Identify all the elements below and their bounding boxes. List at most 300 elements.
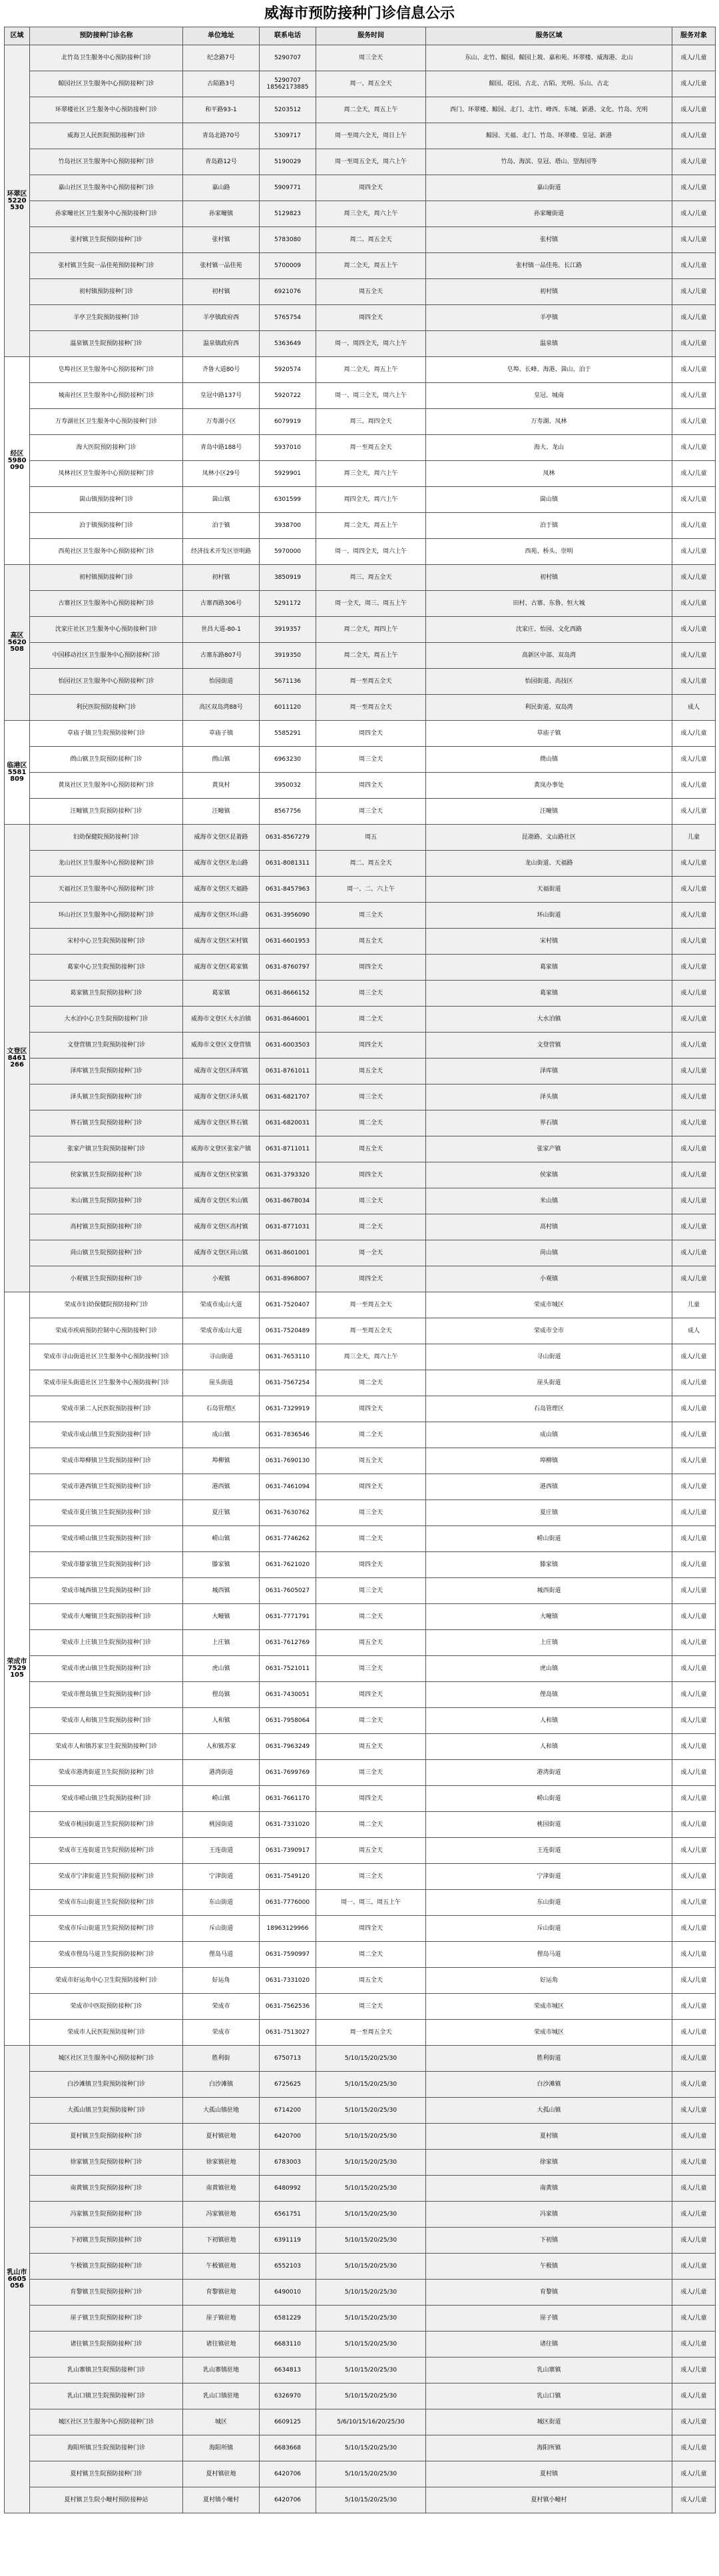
address-cell: 午极镇驻地 xyxy=(183,2254,260,2280)
service-time-cell: 周一至周五全天 xyxy=(316,2020,426,2046)
service-target-cell: 成人 xyxy=(672,1318,716,1344)
clinic-name-cell: 北竹岛卫生服务中心预防接种门诊 xyxy=(30,45,183,71)
address-cell: 蔄山镇 xyxy=(183,747,260,773)
service-target-cell: 成人/儿童 xyxy=(672,2202,716,2228)
clinic-name-cell: 荣成市港西镇卫生院预防接种门诊 xyxy=(30,1474,183,1500)
service-time-cell: 周三全天 xyxy=(316,45,426,71)
table-row xyxy=(5,1136,716,1162)
header-clinic-name: 预防接种门诊名称 xyxy=(30,27,183,45)
table-row xyxy=(5,97,716,123)
address-cell: 威海市文登区米山镇 xyxy=(183,1188,260,1214)
table-body xyxy=(5,45,716,2513)
address-cell: 威海市文登区泽库镇 xyxy=(183,1059,260,1084)
table-row xyxy=(5,1786,716,1812)
phone-cell: 5909771 xyxy=(260,175,316,201)
service-time-cell: 周一全天 xyxy=(316,1240,426,1266)
table-row xyxy=(5,2228,716,2254)
clinic-name-cell: 环山社区卫生服务中心预防接种门诊 xyxy=(30,903,183,929)
phone-cell: 6634813 xyxy=(260,2358,316,2383)
service-time-cell: 周五全天 xyxy=(316,1059,426,1084)
phone-cell: 0631-6601953 xyxy=(260,929,316,955)
service-area-cell: 俚岛马道 xyxy=(426,1942,672,1968)
address-cell: 张村镇一品佳苑 xyxy=(183,253,260,279)
service-area-cell: 俚岛镇 xyxy=(426,1682,672,1708)
clinic-name-cell: 古寨社区卫生服务中心预防接种门诊 xyxy=(30,591,183,617)
service-time-cell: 周三全天 xyxy=(316,1500,426,1526)
phone-cell: 5920574 xyxy=(260,357,316,383)
clinic-name-cell: 荣成市滕家镇卫生院预防接种门诊 xyxy=(30,1552,183,1578)
phone-cell: 6391119 xyxy=(260,2228,316,2254)
address-cell: 青岛路12号 xyxy=(183,149,260,175)
service-target-cell: 成人/儿童 xyxy=(672,2306,716,2332)
service-area-cell: 初村镇 xyxy=(426,565,672,591)
service-time-cell: 周二全天 xyxy=(316,1708,426,1734)
clinic-name-cell: 荣成市妇幼保健院预防接种门诊 xyxy=(30,1292,183,1318)
service-target-cell: 成人/儿童 xyxy=(672,1266,716,1292)
phone-cell: 6490010 xyxy=(260,2280,316,2306)
address-cell: 威海市文登区苘山镇 xyxy=(183,1240,260,1266)
service-area-cell: 龙山街道、天福路 xyxy=(426,851,672,877)
service-target-cell: 成人/儿童 xyxy=(672,851,716,877)
phone-cell: 6783003 xyxy=(260,2150,316,2176)
clinic-name-cell: 皂埠社区卫生服务中心预防接种门诊 xyxy=(30,357,183,383)
clinic-name-cell: 天福社区卫生服务中心预防接种门诊 xyxy=(30,877,183,903)
address-cell: 怡园街道 xyxy=(183,669,260,695)
clinic-name-cell: 荣成市疾病预防控制中心预防接种门诊 xyxy=(30,1318,183,1344)
address-cell: 威海市文登区龙山路 xyxy=(183,851,260,877)
table-row xyxy=(5,643,716,669)
table-row xyxy=(5,71,716,97)
service-time-cell: 周三全天 xyxy=(316,747,426,773)
table-row xyxy=(5,929,716,955)
service-target-cell: 成人/儿童 xyxy=(672,331,716,357)
service-target-cell: 成人/儿童 xyxy=(672,1033,716,1059)
service-time-cell: 周五全天 xyxy=(316,1136,426,1162)
service-area-cell: 崂山街道 xyxy=(426,1526,672,1552)
address-cell: 俚岛马道 xyxy=(183,1942,260,1968)
table-row xyxy=(5,617,716,643)
clinic-name-cell: 鲸园社区卫生服务中心预防接种门诊 xyxy=(30,71,183,97)
service-target-cell: 成人/儿童 xyxy=(672,669,716,695)
clinic-name-cell: 崖子镇卫生院预防接种门诊 xyxy=(30,2306,183,2332)
service-target-cell: 成人/儿童 xyxy=(672,2461,716,2487)
phone-cell: 0631-8711011 xyxy=(260,1136,316,1162)
table-row xyxy=(5,2306,716,2332)
service-time-cell: 周三全天 xyxy=(316,1994,426,2020)
service-target-cell: 成人/儿童 xyxy=(672,2046,716,2072)
service-time-cell: 周三全天 xyxy=(316,981,426,1007)
service-target-cell: 成人/儿童 xyxy=(672,1162,716,1188)
service-time-cell: 5/10/15/20/25/30 xyxy=(316,2383,426,2409)
table-row xyxy=(5,1344,716,1370)
service-area-cell: 城西街道 xyxy=(426,1578,672,1604)
table-row xyxy=(5,669,716,695)
address-cell: 威海市文登区张家产镇 xyxy=(183,1136,260,1162)
phone-cell: 5363649 xyxy=(260,331,316,357)
phone-cell: 0631-7836546 xyxy=(260,1422,316,1448)
phone-cell: 0631-3793320 xyxy=(260,1162,316,1188)
address-cell: 初村镇 xyxy=(183,279,260,305)
address-cell: 温泉镇政府西 xyxy=(183,331,260,357)
service-area-cell: 荣成市城区 xyxy=(426,1994,672,2020)
header-service-time: 服务时间 xyxy=(316,27,426,45)
clinic-name-cell: 环翠楼社区卫生服务中心预防接种门诊 xyxy=(30,97,183,123)
address-cell: 张村镇 xyxy=(183,227,260,253)
address-cell: 威海市文登区昆嵛路 xyxy=(183,825,260,851)
clinic-name-cell: 草庙子镇卫生院预防接种门诊 xyxy=(30,721,183,747)
address-cell: 荣成市 xyxy=(183,1994,260,2020)
clinic-name-cell: 夏村镇卫生院预防接种门诊 xyxy=(30,2461,183,2487)
phone-cell: 0631-7329919 xyxy=(260,1396,316,1422)
address-cell: 俚岛镇 xyxy=(183,1682,260,1708)
phone-cell: 0631-8081311 xyxy=(260,851,316,877)
address-cell: 成山镇 xyxy=(183,1422,260,1448)
table-row xyxy=(5,2098,716,2124)
table-row xyxy=(5,2072,716,2098)
phone-cell: 0631-7958064 xyxy=(260,1708,316,1734)
phone-cell: 5671136 xyxy=(260,669,316,695)
clinic-name-cell: 南黄镇卫生院预防接种门诊 xyxy=(30,2176,183,2202)
service-area-cell: 泽头镇 xyxy=(426,1084,672,1110)
service-target-cell: 成人/儿童 xyxy=(672,1942,716,1968)
service-area-cell: 泊于镇 xyxy=(426,513,672,539)
service-target-cell: 成人/儿童 xyxy=(672,1007,716,1033)
address-cell: 汪疃镇 xyxy=(183,799,260,825)
phone-cell: 5585291 xyxy=(260,721,316,747)
clinic-name-cell: 西苑社区卫生服务中心预防接种门诊 xyxy=(30,539,183,565)
region-cell: 经区 5980090 xyxy=(5,357,30,565)
service-area-cell: 东山、北竹、鲸园、鲸园上坡、嘉和苑、环翠楼、威海港、北山 xyxy=(426,45,672,71)
clinic-name-cell: 文登营镇卫生院预防接种门诊 xyxy=(30,1033,183,1059)
service-time-cell: 周二全天 xyxy=(316,1942,426,1968)
service-area-cell: 王连街道 xyxy=(426,1838,672,1864)
clinic-name-cell: 夏村镇卫生院预防接种门诊 xyxy=(30,2124,183,2150)
service-target-cell: 成人/儿童 xyxy=(672,2487,716,2513)
table-row xyxy=(5,1942,716,1968)
service-target-cell: 成人/儿童 xyxy=(672,253,716,279)
phone-cell: 0631-7521011 xyxy=(260,1656,316,1682)
service-time-cell: 5/10/15/20/25/30 xyxy=(316,2435,426,2461)
phone-cell: 5203512 xyxy=(260,97,316,123)
service-area-cell: 高新区中部、双岛湾 xyxy=(426,643,672,669)
service-target-cell: 成人/儿童 xyxy=(672,2358,716,2383)
clinic-name-cell: 龙山社区卫生服务中心预防接种门诊 xyxy=(30,851,183,877)
clinic-name-cell: 初村镇预防接种门诊 xyxy=(30,565,183,591)
service-time-cell: 周一、周三全天，周六上午 xyxy=(316,383,426,409)
service-time-cell: 周五 xyxy=(316,825,426,851)
phone-cell: 0631-7612769 xyxy=(260,1630,316,1656)
service-area-cell: 埠柳镇 xyxy=(426,1448,672,1474)
table-row xyxy=(5,539,716,565)
service-target-cell: 成人/儿童 xyxy=(672,1500,716,1526)
address-cell: 威海市文登区天福路 xyxy=(183,877,260,903)
address-cell: 下初镇驻地 xyxy=(183,2228,260,2254)
table-row xyxy=(5,565,716,591)
service-area-cell: 大疃镇 xyxy=(426,1604,672,1630)
clinic-name-cell: 中国移动社区卫生服务中心预防接种门诊 xyxy=(30,643,183,669)
address-cell: 经济技术开发区崇明路 xyxy=(183,539,260,565)
service-time-cell: 周二全天，周五上午 xyxy=(316,513,426,539)
address-cell: 宁津街道 xyxy=(183,1864,260,1890)
clinic-name-cell: 荣成市崖头街道社区卫生服务中心预防接种门诊 xyxy=(30,1370,183,1396)
table-row xyxy=(5,2280,716,2306)
service-target-cell: 成人/儿童 xyxy=(672,435,716,461)
table-row xyxy=(5,1240,716,1266)
service-time-cell: 周三全天 xyxy=(316,1188,426,1214)
service-target-cell: 成人/儿童 xyxy=(672,357,716,383)
address-cell: 荣成市成山大道 xyxy=(183,1318,260,1344)
service-area-cell: 孙家疃街道 xyxy=(426,201,672,227)
service-area-cell: 大水泊镇 xyxy=(426,1007,672,1033)
service-area-cell: 嘉山街道 xyxy=(426,175,672,201)
clinic-name-cell: 侯家镇卫生院预防接种门诊 xyxy=(30,1162,183,1188)
clinic-name-cell: 利民医院预防接种门诊 xyxy=(30,695,183,721)
table-row xyxy=(5,799,716,825)
address-cell: 威海市文登区界石镇 xyxy=(183,1110,260,1136)
service-target-cell: 成人/儿童 xyxy=(672,2228,716,2254)
address-cell: 和平路93-1 xyxy=(183,97,260,123)
service-area-cell: 凤林 xyxy=(426,461,672,487)
header-service-target: 服务对象 xyxy=(672,27,716,45)
table-row xyxy=(5,1812,716,1838)
address-cell: 纪念路7号 xyxy=(183,45,260,71)
phone-cell: 0631-8968007 xyxy=(260,1266,316,1292)
service-time-cell: 周四全天 xyxy=(316,1552,426,1578)
address-cell: 威海市文登区高村镇 xyxy=(183,1214,260,1240)
phone-cell: 0631-8678034 xyxy=(260,1188,316,1214)
clinic-name-cell: 黄岚社区卫生服务中心预防接种门诊 xyxy=(30,773,183,799)
service-area-cell: 竹岛、海滨、皇冠、塔山、望海园等 xyxy=(426,149,672,175)
table-row xyxy=(5,1266,716,1292)
clinic-name-cell: 大孤山镇卫生院预防接种门诊 xyxy=(30,2098,183,2124)
phone-cell: 0631-8457963 xyxy=(260,877,316,903)
service-time-cell: 周三全天 xyxy=(316,1656,426,1682)
phone-cell: 0631-7771791 xyxy=(260,1604,316,1630)
address-cell: 大疃镇 xyxy=(183,1604,260,1630)
clinic-name-cell: 午极镇卫生院预防接种门诊 xyxy=(30,2254,183,2280)
service-target-cell: 成人/儿童 xyxy=(672,1526,716,1552)
phone-cell: 6725625 xyxy=(260,2072,316,2098)
table-row xyxy=(5,1059,716,1084)
table-row xyxy=(5,1110,716,1136)
clinic-name-cell: 徐家镇卫生院预防接种门诊 xyxy=(30,2150,183,2176)
phone-cell: 0631-7331020 xyxy=(260,1812,316,1838)
phone-cell: 6683668 xyxy=(260,2435,316,2461)
clinic-name-cell: 大水泊中心卫生院预防接种门诊 xyxy=(30,1007,183,1033)
service-time-cell: 5/10/15/20/25/30 xyxy=(316,2202,426,2228)
table-row xyxy=(5,1708,716,1734)
service-time-cell: 5/10/15/20/25/30 xyxy=(316,2150,426,2176)
service-time-cell: 周四全天 xyxy=(316,955,426,981)
service-area-cell: 沈家庄、怡园、文化西路 xyxy=(426,617,672,643)
service-area-cell: 张村镇 xyxy=(426,227,672,253)
address-cell: 荣成市 xyxy=(183,2020,260,2046)
clinic-name-cell: 荣成市第二人民医院预防接种门诊 xyxy=(30,1396,183,1422)
service-target-cell: 成人/儿童 xyxy=(672,1084,716,1110)
service-target-cell: 成人/儿童 xyxy=(672,1214,716,1240)
table-row xyxy=(5,123,716,149)
service-area-cell: 鲸园、花园、古北、古陌、光明、乐山、古北 xyxy=(426,71,672,97)
clinic-name-cell: 荣成市人民医院预防接种门诊 xyxy=(30,2020,183,2046)
table-header-row xyxy=(5,27,716,45)
clinic-name-cell: 葛家中心卫生院预防接种门诊 xyxy=(30,955,183,981)
service-time-cell: 周二全天 xyxy=(316,1422,426,1448)
phone-cell: 0631-8761011 xyxy=(260,1059,316,1084)
service-area-cell: 米山镇 xyxy=(426,1188,672,1214)
address-cell: 埠柳镇 xyxy=(183,1448,260,1474)
phone-cell: 3950032 xyxy=(260,773,316,799)
service-target-cell: 成人/儿童 xyxy=(672,903,716,929)
service-area-cell: 育黎镇 xyxy=(426,2280,672,2306)
service-time-cell: 5/10/15/20/25/30 xyxy=(316,2046,426,2072)
clinic-name-cell: 苘山镇卫生院预防接种门诊 xyxy=(30,1240,183,1266)
service-area-cell: 白沙滩镇 xyxy=(426,2072,672,2098)
phone-cell: 0631-7653110 xyxy=(260,1344,316,1370)
service-target-cell: 成人/儿童 xyxy=(672,929,716,955)
service-target-cell: 成人/儿童 xyxy=(672,721,716,747)
table-row xyxy=(5,1968,716,1994)
address-cell: 古寨东路807号 xyxy=(183,643,260,669)
phone-cell: 0631-7621020 xyxy=(260,1552,316,1578)
table-row xyxy=(5,2176,716,2202)
service-time-cell: 周二全天 xyxy=(316,1370,426,1396)
service-area-cell: 宁津街道 xyxy=(426,1864,672,1890)
service-area-cell: 荣成市城区 xyxy=(426,1292,672,1318)
address-cell: 胜利街 xyxy=(183,2046,260,2072)
service-target-cell: 成人/儿童 xyxy=(672,2280,716,2306)
address-cell: 夏庄镇 xyxy=(183,1500,260,1526)
address-cell: 乳山口镇驻地 xyxy=(183,2383,260,2409)
service-area-cell: 天福街道 xyxy=(426,877,672,903)
service-time-cell: 周五全天 xyxy=(316,1838,426,1864)
clinic-name-cell: 羊亭卫生院预防接种门诊 xyxy=(30,305,183,331)
table-row xyxy=(5,513,716,539)
region-cell: 乳山市 6605056 xyxy=(5,2046,30,2513)
service-area-cell: 葛家镇 xyxy=(426,955,672,981)
service-time-cell: 5/10/15/20/25/30 xyxy=(316,2098,426,2124)
service-area-cell: 西门、环翠楼、鲸园、北门、北竹、峰西、东城、新港、文化、竹岛、光明 xyxy=(426,97,672,123)
service-area-cell: 上庄镇 xyxy=(426,1630,672,1656)
table-row xyxy=(5,1890,716,1916)
table-row xyxy=(5,851,716,877)
service-time-cell: 周四全天 xyxy=(316,1682,426,1708)
phone-cell: 3850919 xyxy=(260,565,316,591)
address-cell: 崂山镇 xyxy=(183,1786,260,1812)
service-time-cell: 周一至周五全天 xyxy=(316,435,426,461)
address-cell: 崂山镇 xyxy=(183,1526,260,1552)
service-target-cell: 成人/儿童 xyxy=(672,1240,716,1266)
clinic-name-cell: 荣成市人和镇卫生院预防接种门诊 xyxy=(30,1708,183,1734)
service-area-cell: 崮山镇 xyxy=(426,487,672,513)
table-row xyxy=(5,45,716,71)
service-time-cell: 5/10/15/20/25/30 xyxy=(316,2461,426,2487)
service-area-cell: 崖子镇 xyxy=(426,2306,672,2332)
phone-cell: 0631-8771031 xyxy=(260,1214,316,1240)
address-cell: 嘉山路 xyxy=(183,175,260,201)
clinic-name-cell: 初村镇预防接种门诊 xyxy=(30,279,183,305)
clinic-name-cell: 荣成市人和镇苏家卫生院预防接种门诊 xyxy=(30,1734,183,1760)
service-target-cell: 成人/儿童 xyxy=(672,175,716,201)
phone-cell: 5309717 xyxy=(260,123,316,149)
service-target-cell: 成人/儿童 xyxy=(672,1760,716,1786)
service-area-cell: 夏村镇小疃村 xyxy=(426,2487,672,2513)
service-time-cell: 周四全天 xyxy=(316,175,426,201)
table-row xyxy=(5,175,716,201)
service-time-cell: 周一、周四全天，周六上午 xyxy=(316,331,426,357)
service-target-cell: 成人/儿童 xyxy=(672,1188,716,1214)
service-area-cell: 夏村镇 xyxy=(426,2461,672,2487)
address-cell: 青岛中路188号 xyxy=(183,435,260,461)
service-time-cell: 周五全天 xyxy=(316,1968,426,1994)
service-target-cell: 儿童 xyxy=(672,825,716,851)
service-target-cell: 成人/儿童 xyxy=(672,123,716,149)
phone-cell: 6714200 xyxy=(260,2098,316,2124)
service-target-cell: 成人/儿童 xyxy=(672,1136,716,1162)
table-row xyxy=(5,1994,716,2020)
service-area-cell: 温泉镇 xyxy=(426,331,672,357)
service-time-cell: 周五全天 xyxy=(316,929,426,955)
address-cell: 育黎镇驻地 xyxy=(183,2280,260,2306)
clinic-name-cell: 乳山口镇卫生院预防接种门诊 xyxy=(30,2383,183,2409)
address-cell: 滕家镇 xyxy=(183,1552,260,1578)
table-row xyxy=(5,1630,716,1656)
phone-cell: 5129823 xyxy=(260,201,316,227)
phone-cell: 0631-7562536 xyxy=(260,1994,316,2020)
clinic-name-cell: 荣成市虎山镇卫生院预防接种门诊 xyxy=(30,1656,183,1682)
address-cell: 威海市文登区环山路 xyxy=(183,903,260,929)
table-row xyxy=(5,981,716,1007)
service-target-cell: 成人/儿童 xyxy=(672,799,716,825)
phone-cell: 6420706 xyxy=(260,2487,316,2513)
address-cell: 上庄镇 xyxy=(183,1630,260,1656)
service-time-cell: 周三全天 xyxy=(316,1760,426,1786)
table-row xyxy=(5,1838,716,1864)
table-row xyxy=(5,2202,716,2228)
address-cell: 港湾街道 xyxy=(183,1760,260,1786)
clinic-name-cell: 荣成市上庄镇卫生院预防接种门诊 xyxy=(30,1630,183,1656)
service-time-cell: 5/10/15/20/25/30 xyxy=(316,2280,426,2306)
phone-cell: 6750713 xyxy=(260,2046,316,2072)
clinic-name-cell: 孙家疃社区卫生服务中心预防接种门诊 xyxy=(30,201,183,227)
service-time-cell: 5/10/15/20/25/30 xyxy=(316,2332,426,2358)
service-target-cell: 成人/儿童 xyxy=(672,279,716,305)
service-area-cell: 葛家镇 xyxy=(426,981,672,1007)
address-cell: 桃园街道 xyxy=(183,1812,260,1838)
service-area-cell: 鲸园、天福、北门、竹岛、环翠楼、皇冠、新港 xyxy=(426,123,672,149)
service-time-cell: 周二全天 xyxy=(316,1110,426,1136)
table-row xyxy=(5,591,716,617)
table-row xyxy=(5,2435,716,2461)
clinic-name-cell: 小观镇卫生院预防接种门诊 xyxy=(30,1266,183,1292)
address-cell: 崮山镇 xyxy=(183,487,260,513)
table-row xyxy=(5,331,716,357)
service-target-cell: 成人/儿童 xyxy=(672,45,716,71)
address-cell: 威海市文登区葛家镇 xyxy=(183,955,260,981)
clinic-name-cell: 荣成市崂山镇卫生院预防接种门诊 xyxy=(30,1526,183,1552)
clinic-name-cell: 万寿湖社区卫生服务中心预防接种门诊 xyxy=(30,409,183,435)
service-target-cell: 儿童 xyxy=(672,1292,716,1318)
phone-cell: 6561751 xyxy=(260,2202,316,2228)
phone-cell: 18963129966 xyxy=(260,1916,316,1942)
address-cell: 威海市文登区侯家镇 xyxy=(183,1162,260,1188)
address-cell: 人和镇苏家 xyxy=(183,1734,260,1760)
service-time-cell: 周五全天 xyxy=(316,1734,426,1760)
address-cell: 黄岚村 xyxy=(183,773,260,799)
phone-cell: 0631-7520489 xyxy=(260,1318,316,1344)
clinic-name-cell: 荣成市大疃镇卫生院预防接种门诊 xyxy=(30,1604,183,1630)
clinic-name-cell: 崮山镇预防接种门诊 xyxy=(30,487,183,513)
clinic-name-cell: 冯家镇卫生院预防接种门诊 xyxy=(30,2202,183,2228)
